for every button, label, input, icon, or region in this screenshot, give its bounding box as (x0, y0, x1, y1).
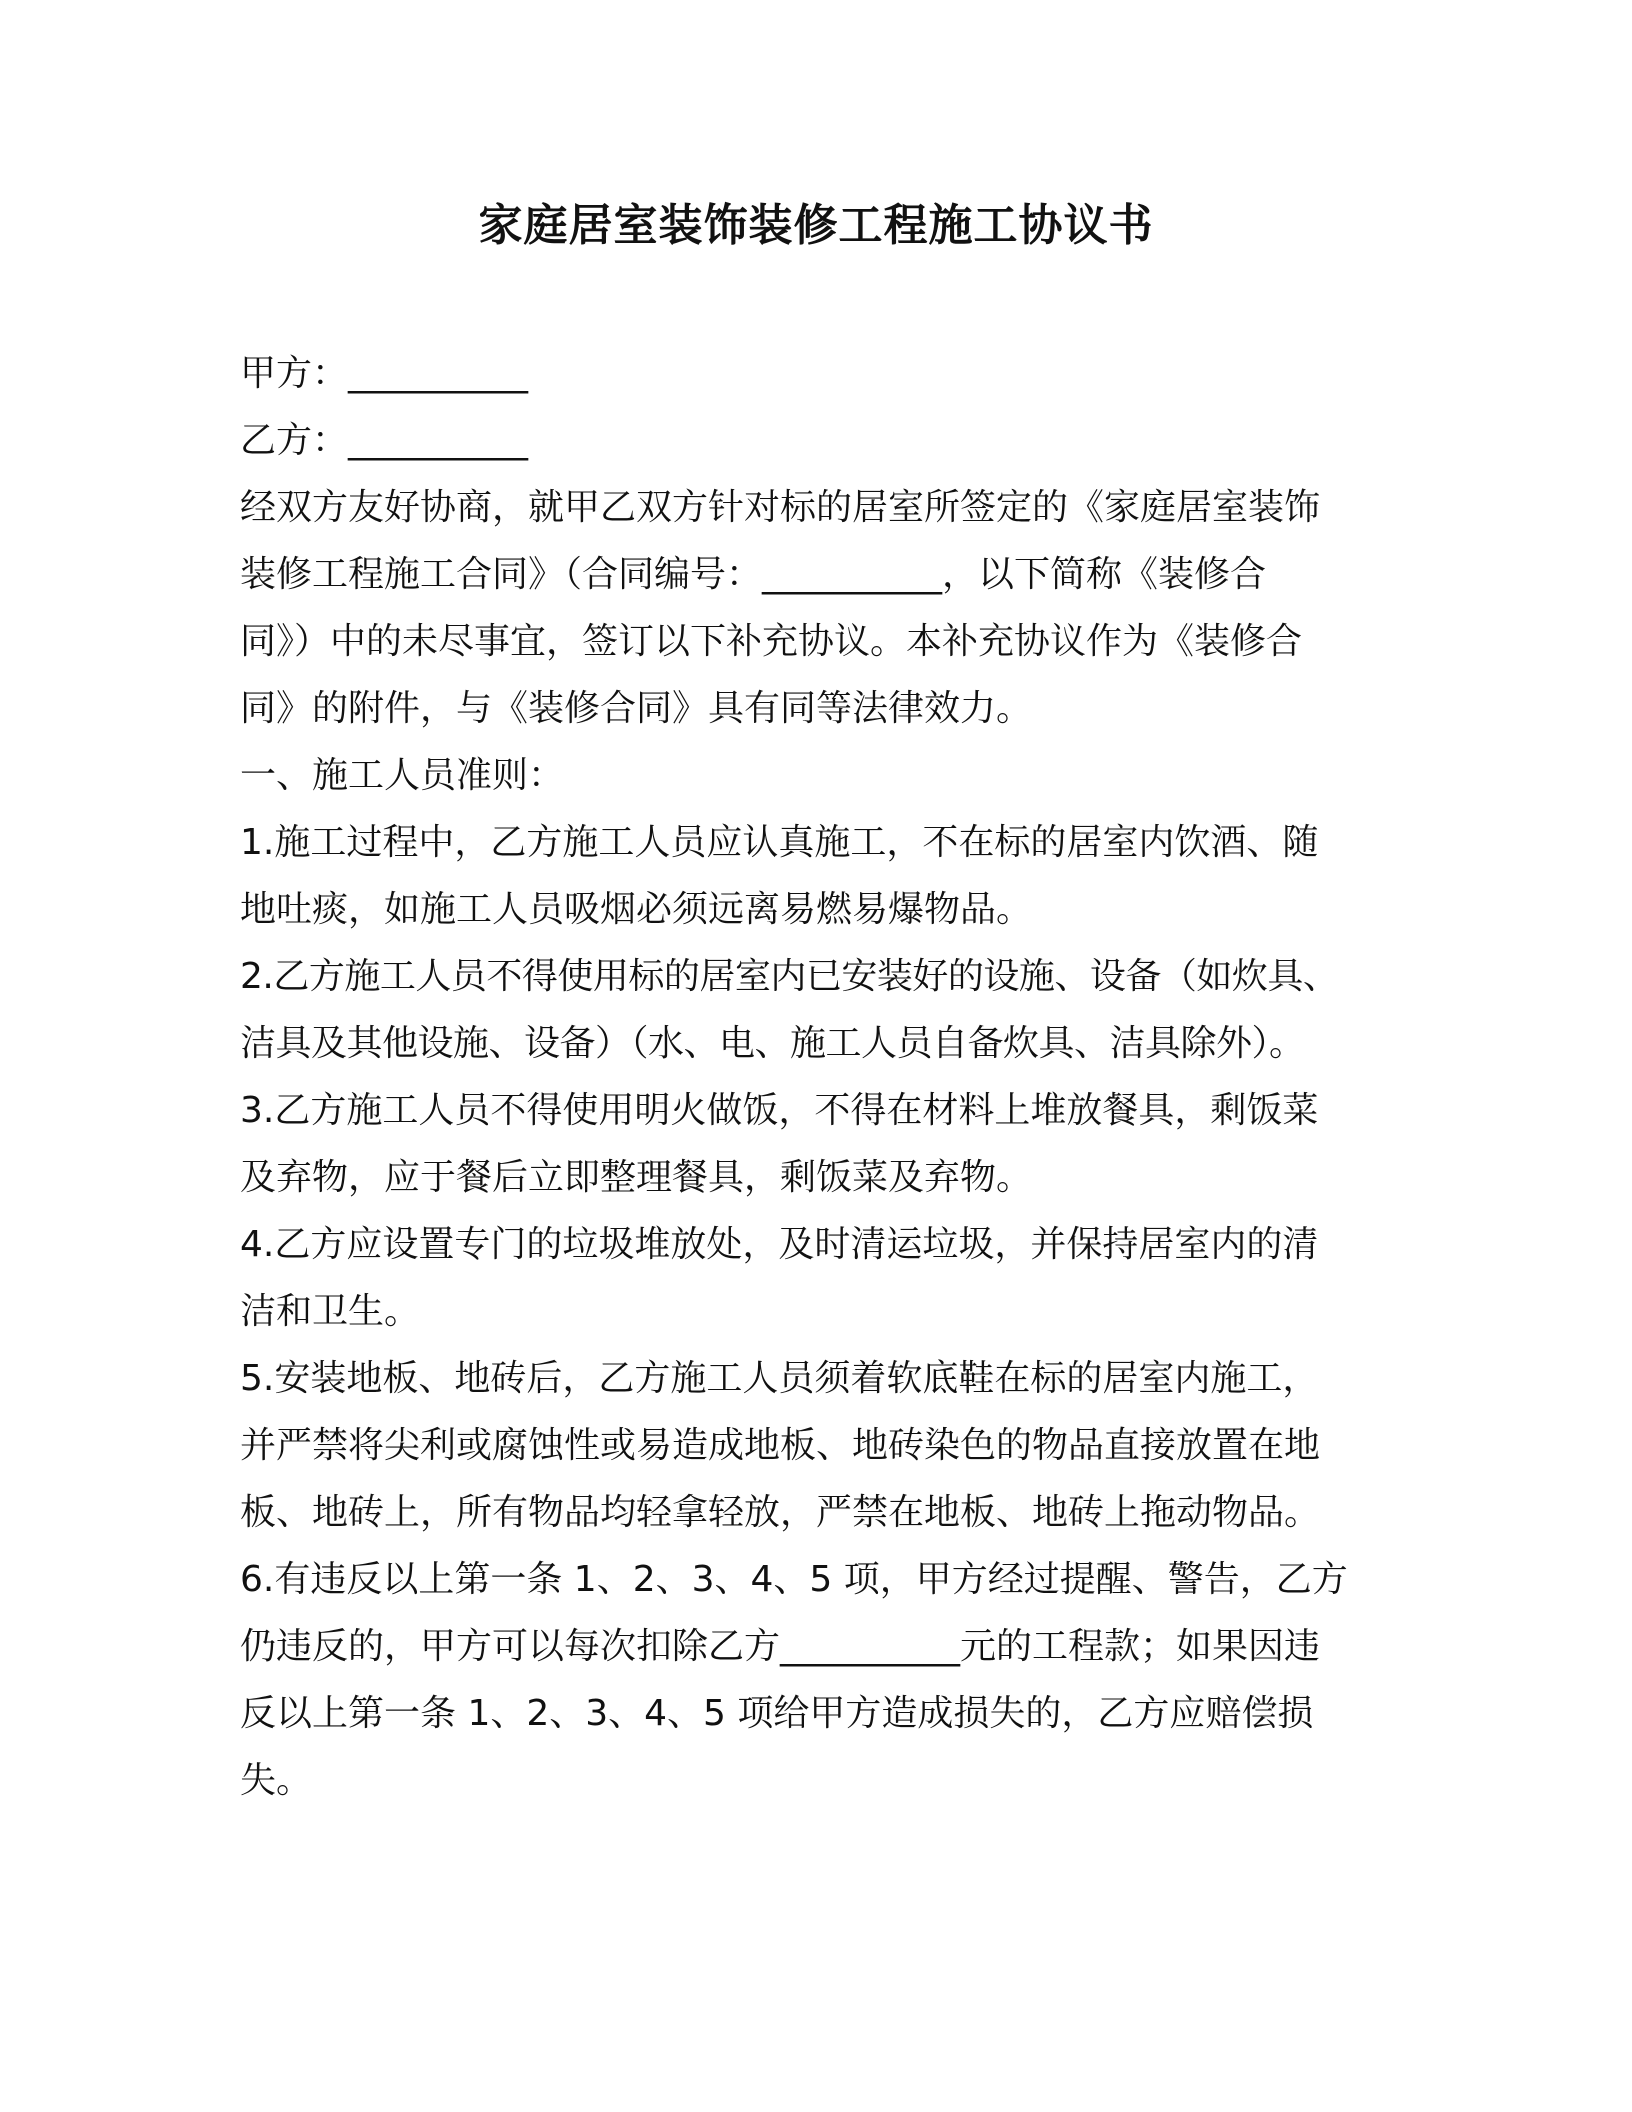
clause-1-line: 1.施工过程中，乙方施工人员应认真施工，不在标的居室内饮酒、随 (240, 822, 1319, 863)
clause-5-line: 板、地砖上，所有物品均轻拿轻放，严禁在地板、地砖上拖动物品。 (240, 1492, 1321, 1533)
document-body (240, 340, 1365, 1814)
party-b-line: 乙方：__________ (240, 420, 529, 461)
clause-3-line: 及弃物，应于餐后立即整理餐具，剩饭菜及弃物。 (240, 1157, 1033, 1198)
clause-6-line: 6.有违反以上第一条 1、2、3、4、5 项，甲方经过提醒、警告，乙方 (240, 1559, 1348, 1600)
clause-6-line: 失。 (240, 1760, 313, 1801)
clause-2-line: 洁具及其他设施、设备）（水、电、施工人员自备炊具、洁具除外）。 (240, 1023, 1305, 1064)
clause-6-line: 仍违反的，甲方可以每次扣除乙方__________元的工程款；如果因违 (240, 1626, 1321, 1667)
clause-4-line: 洁和卫生。 (240, 1291, 421, 1332)
clause-5-line: 5.安装地板、地砖后，乙方施工人员须着软底鞋在标的居室内施工， (240, 1358, 1319, 1399)
document-title: 家庭居室装饰装修工程施工协议书 (478, 200, 1154, 251)
intro-paragraph-line: 同》）中的未尽事宜，签订以下补充协议。本补充协议作为《装修合 (240, 621, 1303, 662)
clause-1-line: 地吐痰，如施工人员吸烟必须远离易燃易爆物品。 (240, 889, 1033, 930)
clause-2-line: 2.乙方施工人员不得使用标的居室内已安装好的设施、设备（如炊具、 (240, 956, 1339, 997)
clause-4-line: 4.乙方应设置专门的垃圾堆放处，及时清运垃圾，并保持居室内的清 (240, 1224, 1319, 1265)
intro-paragraph-line: 经双方友好协商，就甲乙双方针对标的居室所签定的《家庭居室装饰 (240, 487, 1321, 528)
clause-5-line: 并严禁将尖利或腐蚀性或易造成地板、地砖染色的物品直接放置在地 (240, 1425, 1321, 1466)
section-heading: 一、施工人员准则： (240, 755, 565, 796)
intro-paragraph-line: 装修工程施工合同》（合同编号：__________，以下简称《装修合 (240, 554, 1267, 595)
clause-3-line: 3.乙方施工人员不得使用明火做饭，不得在材料上堆放餐具，剩饭菜 (240, 1090, 1319, 1131)
clause-6-line: 反以上第一条 1、2、3、4、5 项给甲方造成损失的，乙方应赔偿损 (240, 1693, 1314, 1734)
party-a-line: 甲方：__________ (240, 353, 529, 394)
intro-paragraph-line: 同》的附件，与《装修合同》具有同等法律效力。 (240, 688, 1033, 729)
